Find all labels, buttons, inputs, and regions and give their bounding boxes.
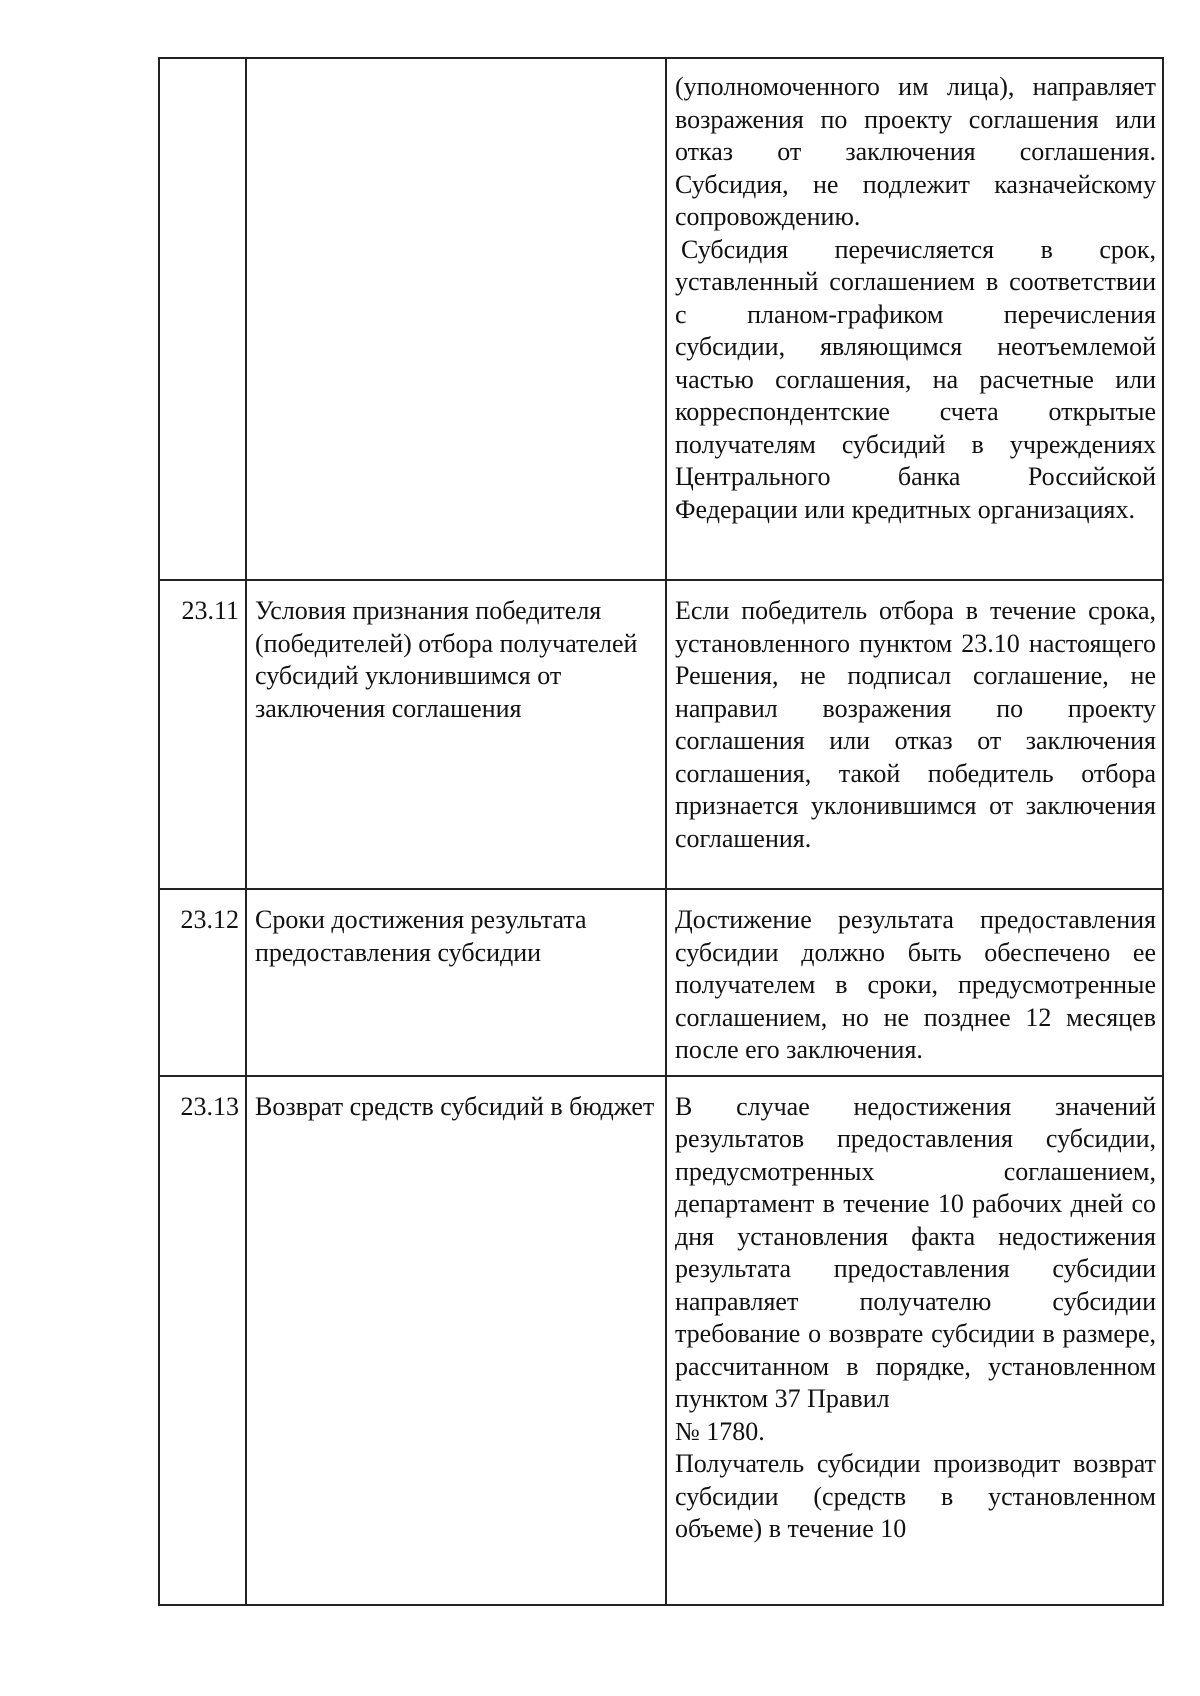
table-row [159, 889, 1163, 1076]
document-table [158, 57, 1164, 1606]
table-row [159, 1076, 1163, 1605]
item-number-cell: 23.12 [159, 889, 246, 1076]
description-paragraph: Субсидия перечисляется в срок, уставленный соглашением в соответствии с планом-графиком перечисления субсидии, являющимся неотъемлемой частью соглашения, на расчетные или корреспондентские счета открытые получателям субсидий в учреждениях Центрального банка Российской Федерации или кредитных организациях. [675, 234, 1156, 524]
description-paragraph: В случае недостижения значений результатов предоставления субсидии, предусмотренных соглашением, департамент в течение 10 рабочих дней со дня установления факта недостижения результата предоставления субсидии направляет получателю субсидии требование о возврате субсидии в размере, рассчитанном в порядке, установленном пунктом 37 Правил [675, 1091, 1156, 1413]
description-paragraph: (уполномоченного им лица), направляет возражения по проекту соглашения или отказ от заключения соглашения. Субсидия, не подлежит казначейскому сопровождению. [675, 72, 1156, 231]
item-description-cell [666, 1076, 1163, 1605]
item-name-cell: Возврат средств субсидий в бюджет [246, 1076, 666, 1605]
description-paragraph: № 1780. [675, 1416, 765, 1446]
table-row [159, 58, 1163, 580]
item-number-cell: 23.11 [159, 580, 246, 889]
item-number-cell: 23.13 [159, 1076, 246, 1605]
item-number-cell [159, 58, 246, 580]
item-name-cell: Условия признания победителя (победителей) отбора получателей субсидий уклонившимся от заключения соглашения [246, 580, 666, 889]
item-name-cell: Сроки достижения результата предоставления субсидии [246, 889, 666, 1076]
description-paragraph: Достижение результата предоставления субсидии должно быть обеспечено ее получателем в сроки, предусмотренные соглашением, но не позднее 12 месяцев после его заключения. [675, 905, 1156, 1064]
item-description-cell [666, 580, 1163, 889]
table-row [159, 580, 1163, 889]
description-paragraph: Получатель субсидии производит возврат субсидии (средств в установленном объеме) в течение 10 [675, 1449, 1156, 1543]
item-name-cell [246, 58, 666, 580]
item-description-cell [666, 889, 1163, 1076]
description-paragraph: Если победитель отбора в течение срока, установленного пунктом 23.10 настоящего Решения, не подписал соглашение, не направил возражения по проекту соглашения или отказ от заключения соглашения, такой победитель отбора признается уклонившимся от заключения соглашения. [675, 596, 1156, 853]
item-description-cell [666, 58, 1163, 580]
